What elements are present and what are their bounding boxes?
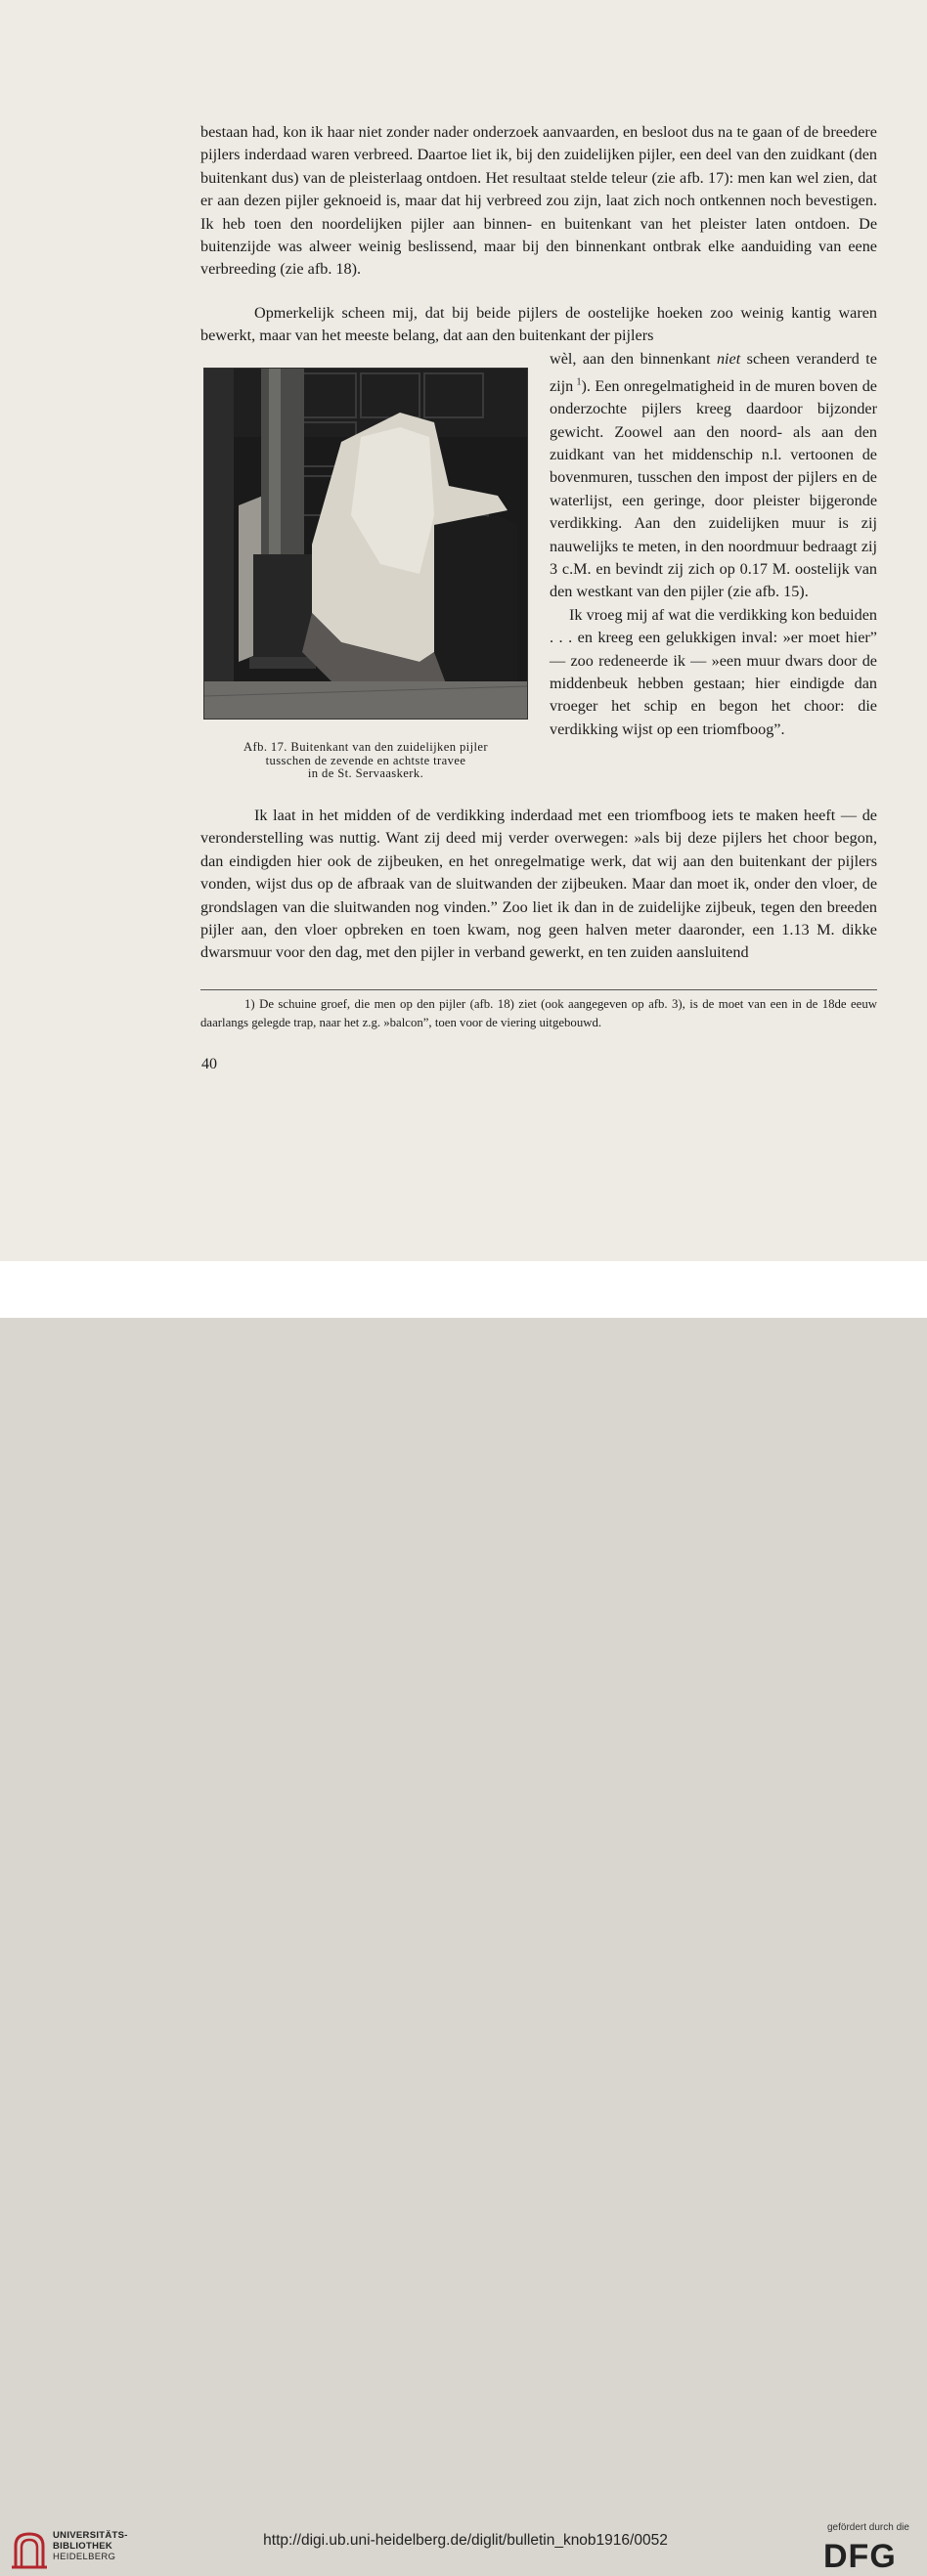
- source-url-link[interactable]: http://digi.ub.uni-heidelberg.de/diglit/bulletin_knob1916/0052: [263, 2532, 668, 2549]
- university-logo-icon: [10, 2528, 49, 2571]
- column-text-b: Ik vroeg mij af wat die verdikking kon beduiden . . . en kreeg een gelukkigen inval: »er moet hier” — zoo redeneerde ik — »een muur dwars door de middenbeuk hebben gestaan; hier eindigde dan vroeger het schip en begon het choor: die verdikking wijst op een triomfboog”.: [550, 605, 877, 738]
- footnote-divider: [200, 989, 877, 990]
- column-text-a: wèl, aan den binnenkant niet scheen veranderd te zijn $^1$). Een onregelmatigheid in de muren boven de onderzochte pijlers kreeg daardoor bijzonder gewicht. Zoowel aan den noord- als aan den zuidkant van het middenschip n.l. vertoonen de bovenmuren, tusschen den impost der pijlers en de waterlijst, een geringe, door pleister bijgeronde verdikking. Aan den zuidelijken muur is zij nauwelijks te meten, in den noordmuur bedraagt zij 3 c.M. en bevindt zij zich op 0.17 M. oostelijk van den westkant van den pijler (zie afb. 15).: [550, 350, 877, 601]
- caption-line-3: in de St. Servaaskerk.: [307, 766, 424, 780]
- paragraph-2: Opmerkelijk scheen mij, dat bij beide pijlers de oostelijke hoeken zoo weinig kantig waren bewerkt, maar van het meeste belang, dat aan den buitenkant der pijlers: [200, 304, 877, 345]
- funded-by-label: gefördert durch die: [827, 2522, 909, 2533]
- document-page: [0, 0, 927, 1261]
- caption-line-2: tusschen de zevende en achtste travee: [265, 753, 466, 767]
- university-library-name: UNIVERSITÄTS- BIBLIOTHEK HEIDELBERG: [53, 2530, 128, 2562]
- emphasis-niet: niet: [716, 350, 741, 368]
- dfg-logo: DFG: [823, 2538, 897, 2575]
- figure-caption: [200, 741, 531, 781]
- footnote: 1) De schuine groef, die men op den pijler (afb. 18) ziet (ook aangegeven op afb. 3), is de moet van een in de 18de eeuw daarlangs gelegde trap, naar het z.g. »balcon”, toen voor de viering uitgebouwd.: [200, 997, 877, 1029]
- paragraph-3: Ik laat in het midden of de verdikking inderdaad met een triomfboog iets te maken heeft — de veronderstelling was nuttig. Want zij deed mij verder overwegen: »als bij deze pijlers het choor begon, dan eindigden hier ook de zijbeuken, en het onregelmatige werk, dat wij aan den buitenkant der pijlers vonden, wijst dus op de afbraak van de sluitwanden der zijbeuken. Maar dan moet ik, onder den vloer, de grondslagen van die sluitwanden nog vinden.” Zoo liet ik dan in de zuidelijke zijbeuk, tegen den breeden pijler aan, den vloer opbreken en toen kwam, nog geen halven meter daaronder, een 1.13 M. dikke dwarsmuur voor den dag, met den pijler in verband gewerkt, en ten zuiden aansluitend: [200, 807, 877, 962]
- page-number: 40: [201, 1056, 217, 1072]
- footnote-ref: 1: [576, 376, 582, 388]
- paragraph-column: [550, 348, 877, 741]
- paragraph-1: bestaan had, kon ik haar niet zonder nader onderzoek aanvaarden, en besloot dus na te gaan of de breedere pijlers inderdaad waren verbreed. Daartoe liet ik, bij den zuidelijken pijler, een deel van den zuidkant (den buitenkant dus) van de pleisterlaag ontdoen. Het resultaat stelde teleur (zie afb. 17): men kan wel zien, dat er aan dezen pijler geknoeid is, maar dat hij verbreed zou zijn, laat zich noch ontkennen noch bevestigen. Ik heb toen den noordelijken pijler aan binnen- en buitenkant van het pleister laten ontdoen. De buitenzijde was alweer weinig beslissend, maar bij den binnenkant ontbrak elke aanduiding van eene verbreeding (zie afb. 18).: [200, 123, 877, 279]
- footer-bar: [0, 1261, 927, 2575]
- pillar-photo-illustration: [204, 369, 527, 719]
- figure-pillar-photo: [203, 368, 528, 720]
- caption-line-1: Afb. 17. Buitenkant van den zuidelijken pijler: [243, 740, 488, 754]
